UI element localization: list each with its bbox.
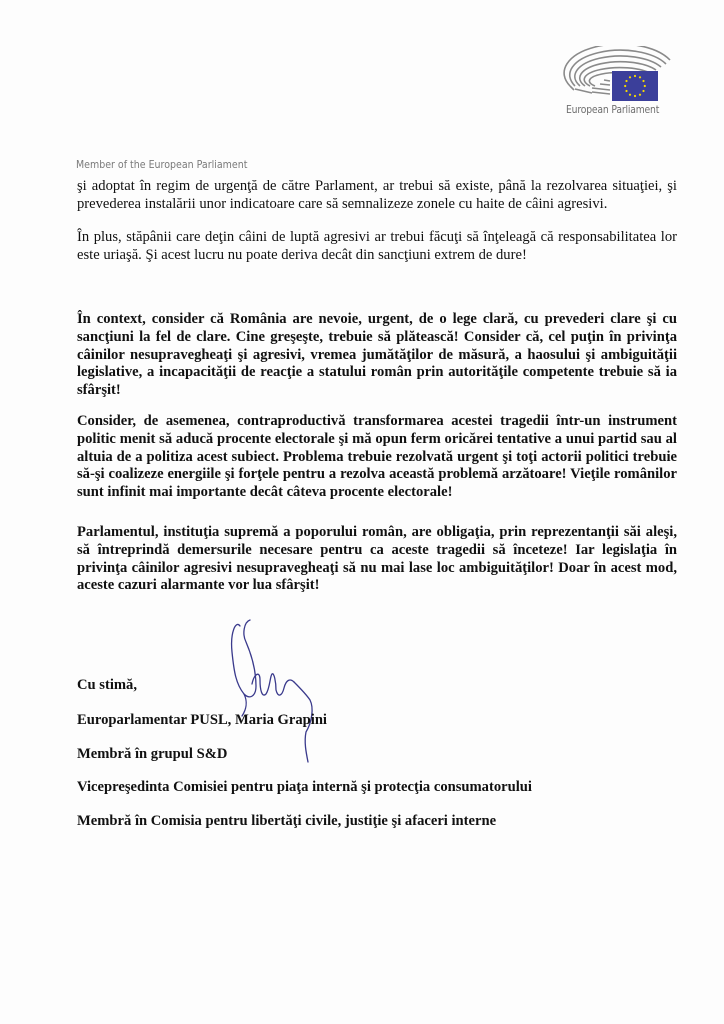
- role-imco-vice-chair: Vicepreşedinta Comisiei pentru piaţa internă şi protecţia consumatorului: [77, 779, 532, 795]
- paragraph-text: Consider, de asemenea, contraproductivă transformarea acestei tragedii într-un instrument politic menit să aducă procente electorale şi mă opun ferm oricărei tentative a unui partid sau al altuia de a politiza acest subiect. Problema trebuie rezolvată urgent şi toţi actorii politici trebuie să-şi coalizeze energiile şi forţele pentru a rezolva această problemă arzătoare! Vieţile românilor sunt infinit mai importante decât câteva procente electorale!: [77, 413, 677, 501]
- role-sd-group: Membră în grupul S&D: [77, 746, 228, 762]
- hemicycle-eu-flag-icon: [562, 46, 677, 104]
- salutation: Cu stimă,: [77, 677, 137, 693]
- paragraph-3: [77, 311, 677, 400]
- role-libe-member: Membră în Comisia pentru libertăţi civile, justiţie şi afaceri interne: [77, 813, 497, 829]
- paragraph-1: [77, 178, 677, 214]
- signature-icon: [222, 612, 342, 772]
- european-parliament-logo: [562, 46, 677, 126]
- paragraph-text: Parlamentul, instituţia supremă a poporului român, are obligaţia, prin reprezentanţii săi aleşi, să întreprindă demersurile necesare pentru ca aceste tragedii să înceteze! Iar legislaţia în privinţa câinilor agresivi nesupravegheaţi să nu mai lase loc ambiguităţilor! Doar în acest mod, aceste cazuri alarmante vor lua sfârşit!: [77, 524, 677, 594]
- paragraph-text: În plus, stăpânii care deţin câini de luptă agresivi ar trebui făcuţi să înţeleagă că responsabilitatea lor este uriaşă. Şi acest lucru nu poate deriva decât din sancţiuni extrem de dure!: [77, 229, 677, 263]
- logo-text: European Parliament: [566, 104, 660, 116]
- paragraph-4: [77, 413, 677, 502]
- member-label: Member of the European Parliament: [76, 158, 248, 171]
- paragraph-text: şi adoptat în regim de urgenţă de către Parlament, ar trebui să existe, până la rezolvarea situaţiei, şi prevederea instalării unor indicatoare care să semnalizeze zonele cu haite de câini agresivi.: [77, 178, 677, 212]
- paragraph-5: [77, 524, 677, 595]
- paragraph-text: În context, consider că România are nevoie, urgent, de o lege clară, cu prevederi clare şi cu sancţiuni la fel de clare. Cine greşeşte, trebuie să plătească! Consider că, cel puţin în privinţa câinilor nesupravegheaţi şi agresivi, vremea jumătăţilor de măsură, a haosului şi ambiguităţii legislative, a incapacităţii de reacţie a statului român prin autorităţile competente trebuie să ia sfârşit!: [77, 311, 677, 399]
- paragraph-2: [77, 229, 677, 265]
- signer-name: Europarlamentar PUSL, Maria Grapini: [77, 712, 327, 728]
